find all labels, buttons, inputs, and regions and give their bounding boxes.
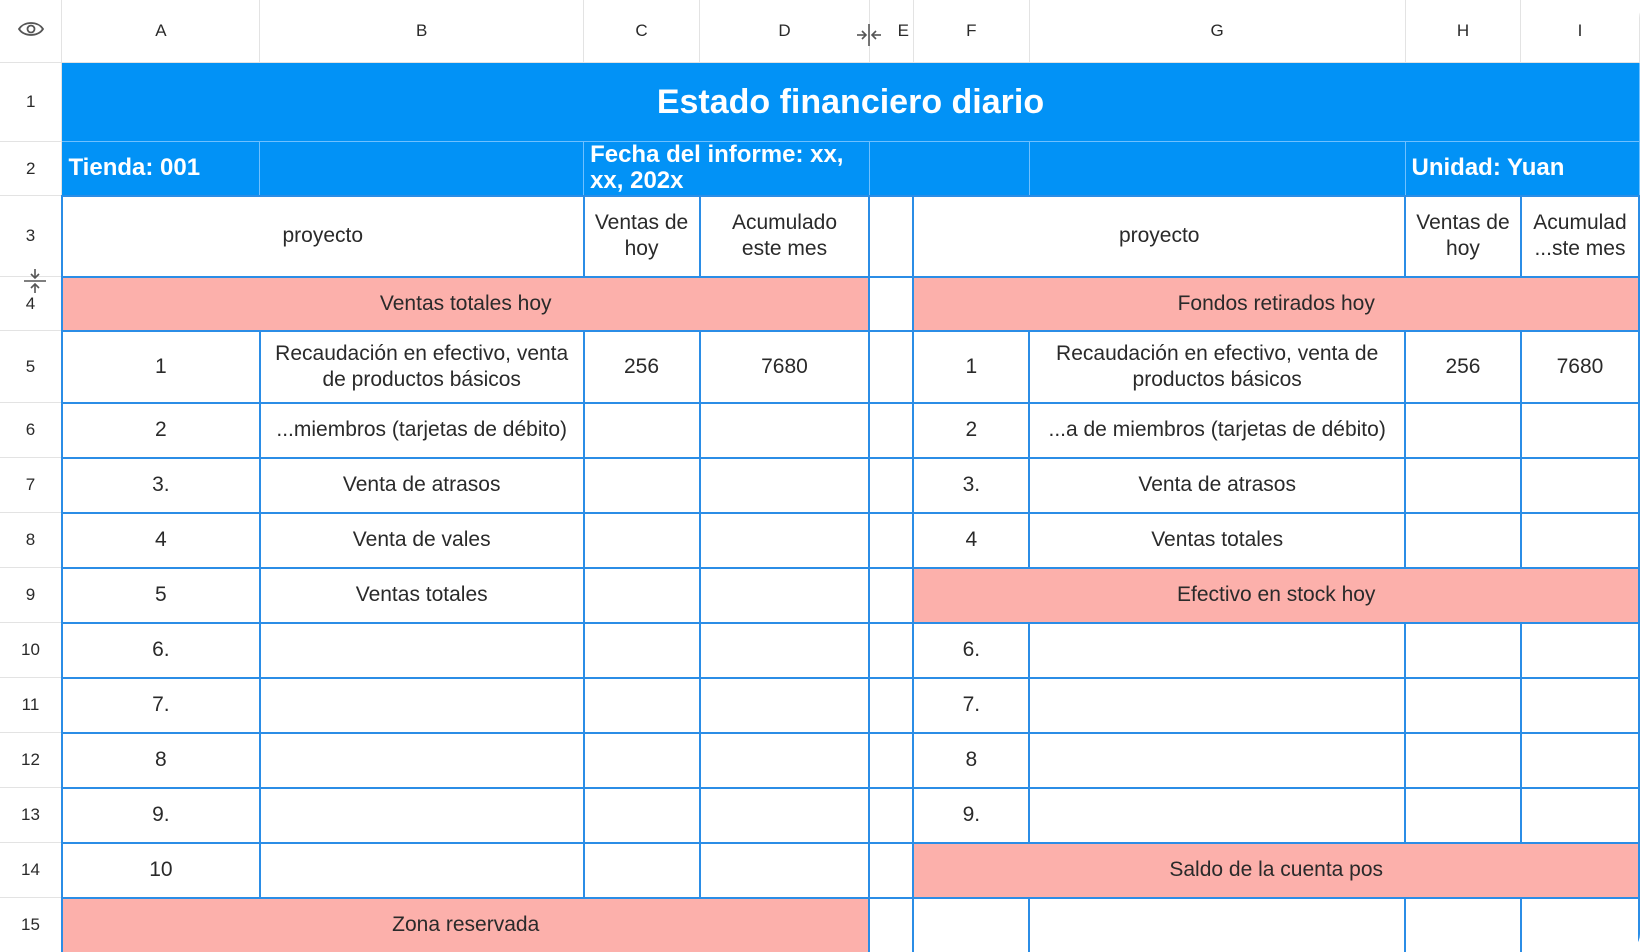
sheet-row [0,63,1639,142]
sheet-row [0,458,1639,513]
right-item-number[interactable]: 3. [913,458,1029,513]
left-item-sales[interactable] [584,623,700,678]
cell-e11[interactable] [869,678,913,733]
left-item-sales[interactable] [584,568,700,623]
sheet-row [0,513,1639,568]
left-item-accum[interactable] [700,403,870,458]
sales-header-right[interactable]: Ventas de hoy [1405,196,1521,277]
sheet-row [0,277,1639,331]
left-item-number[interactable]: 10 [62,843,260,898]
sheet-row [0,678,1639,733]
cell-e2[interactable] [869,142,1029,196]
left-item-sales[interactable] [584,458,700,513]
section-pos-balance[interactable]: Saldo de la cuenta pos [913,843,1639,898]
sheet-row [0,843,1639,898]
left-item-accum[interactable] [700,843,870,898]
cell-e14[interactable] [869,843,913,898]
left-item-number[interactable]: 7. [62,678,260,733]
right-item-sales[interactable] [1405,733,1521,788]
left-item-number[interactable]: 8 [62,733,260,788]
right-item-number[interactable]: 9. [913,788,1029,843]
sheet-title[interactable]: Estado financiero diario [62,63,1639,142]
cell-h15[interactable] [1405,898,1521,952]
accum-header-left[interactable]: Acumulado este mes [700,196,870,277]
left-item-name[interactable] [260,788,584,843]
left-item-accum[interactable] [700,733,870,788]
row-header-7[interactable]: 7 [0,458,62,513]
left-item-name[interactable] [260,678,584,733]
cell-f15[interactable] [913,898,1029,952]
right-item-accum[interactable] [1521,458,1639,513]
left-item-accum[interactable]: 7680 [700,331,870,403]
cell-e6[interactable] [869,403,913,458]
sheet-row [0,568,1639,623]
right-item-number[interactable]: 2 [913,403,1029,458]
report-date-cell[interactable]: Fecha del informe: xx, xx, 202x [584,142,870,196]
right-item-accum[interactable]: 7680 [1521,331,1639,403]
right-item-sales[interactable] [1405,458,1521,513]
cell-e15[interactable] [869,898,913,952]
right-item-sales[interactable] [1405,403,1521,458]
right-item-accum[interactable] [1521,733,1639,788]
left-item-number[interactable]: 6. [62,623,260,678]
right-item-number[interactable]: 7. [913,678,1029,733]
cell-e3[interactable] [869,196,913,277]
unit-cell[interactable]: Unidad: Yuan [1405,142,1639,196]
cell-i15[interactable] [1521,898,1639,952]
left-item-name[interactable] [260,733,584,788]
row-header-10[interactable]: 10 [0,623,62,678]
eye-icon[interactable] [18,20,44,38]
column-header-f[interactable]: F [913,0,1029,63]
project-header-left[interactable]: proyecto [62,196,584,277]
left-item-accum[interactable] [700,623,870,678]
store-cell[interactable]: Tienda: 001 [62,142,260,196]
section-cash-stock[interactable]: Efectivo en stock hoy [913,568,1639,623]
right-item-accum[interactable] [1521,678,1639,733]
left-item-sales[interactable] [584,678,700,733]
row-header-11[interactable]: 11 [0,678,62,733]
cell-e5[interactable] [869,331,913,403]
left-item-sales[interactable] [584,403,700,458]
row-header-15[interactable]: 15 [0,898,62,952]
sheet-row [0,898,1639,952]
sheet-row [0,331,1639,403]
cell-e4[interactable] [869,277,913,331]
right-item-sales[interactable] [1405,513,1521,568]
right-item-name[interactable] [1029,678,1405,733]
left-item-number[interactable]: 3. [62,458,260,513]
column-header-b[interactable]: B [260,0,584,63]
cell-b2[interactable] [260,142,584,196]
right-item-accum[interactable] [1521,623,1639,678]
sheet-row [0,788,1639,843]
row-header-3[interactable]: 3 [0,196,62,277]
left-item-number[interactable]: 1 [62,331,260,403]
left-item-name[interactable]: Ventas totales [260,568,584,623]
column-header-c[interactable]: C [584,0,700,63]
row-header-12[interactable]: 12 [0,733,62,788]
column-header-e[interactable]: E [869,0,913,63]
left-item-name[interactable]: ...miembros (tarjetas de débito) [260,403,584,458]
column-header-row [0,0,1639,63]
column-header-a[interactable]: A [62,0,260,63]
right-item-number[interactable]: 1 [913,331,1029,403]
sales-header-left[interactable]: Ventas de hoy [584,196,700,277]
cell-e13[interactable] [869,788,913,843]
left-item-sales[interactable] [584,733,700,788]
sheet-row [0,196,1639,277]
row-header-13[interactable]: 13 [0,788,62,843]
row-header-8[interactable]: 8 [0,513,62,568]
cell-e7[interactable] [869,458,913,513]
left-item-accum[interactable] [700,788,870,843]
right-item-name[interactable]: ...a de miembros (tarjetas de débito) [1029,403,1405,458]
right-item-name[interactable]: Ventas totales [1029,513,1405,568]
right-item-name[interactable] [1029,788,1405,843]
column-header-d[interactable]: D [700,0,870,63]
left-item-name[interactable] [260,623,584,678]
left-item-name[interactable]: Venta de vales [260,513,584,568]
right-item-name[interactable] [1029,733,1405,788]
right-item-number[interactable]: 6. [913,623,1029,678]
cell-e10[interactable] [869,623,913,678]
right-item-number[interactable]: 4 [913,513,1029,568]
sheet-row [0,142,1639,196]
sheet-row [0,623,1639,678]
row-header-2[interactable]: 2 [0,142,62,196]
cell-e12[interactable] [869,733,913,788]
column-header-i[interactable]: I [1521,0,1639,63]
corner-cell[interactable] [0,0,62,63]
right-item-number[interactable]: 8 [913,733,1029,788]
left-item-number[interactable]: 9. [62,788,260,843]
row-header-5[interactable]: 5 [0,331,62,403]
sheet-row [0,403,1639,458]
left-item-number[interactable]: 2 [62,403,260,458]
column-resize-icon[interactable] [856,22,882,48]
section-reserved[interactable]: Zona reservada [62,898,870,952]
left-item-name[interactable] [260,843,584,898]
section-total-sales[interactable]: Ventas totales hoy [62,277,870,331]
project-header-right[interactable]: proyecto [913,196,1405,277]
left-item-accum[interactable] [700,458,870,513]
left-item-name[interactable]: Venta de atrasos [260,458,584,513]
right-item-name[interactable]: Recaudación en efectivo, venta de productos básicos [1029,331,1405,403]
right-item-accum[interactable] [1521,788,1639,843]
cell-g15[interactable] [1029,898,1405,952]
cell-e8[interactable] [869,513,913,568]
left-item-number[interactable]: 4 [62,513,260,568]
accum-header-right[interactable]: Acumulad ...ste mes [1521,196,1639,277]
left-item-accum[interactable] [700,678,870,733]
row-resize-icon[interactable] [22,268,48,294]
left-item-sales[interactable]: 256 [584,331,700,403]
column-header-h[interactable]: H [1405,0,1521,63]
right-item-name[interactable] [1029,623,1405,678]
row-header-14[interactable]: 14 [0,843,62,898]
row-header-4[interactable]: 4 [0,277,62,331]
left-item-number[interactable]: 5 [62,568,260,623]
row-header-1[interactable]: 1 [0,63,62,142]
left-item-sales[interactable] [584,843,700,898]
right-item-sales[interactable] [1405,788,1521,843]
right-item-sales[interactable] [1405,678,1521,733]
row-header-9[interactable]: 9 [0,568,62,623]
right-item-sales[interactable] [1405,623,1521,678]
row-header-6[interactable]: 6 [0,403,62,458]
section-withdrawn[interactable]: Fondos retirados hoy [913,277,1639,331]
left-item-accum[interactable] [700,568,870,623]
left-item-accum[interactable] [700,513,870,568]
sheet-row [0,733,1639,788]
right-item-name[interactable]: Venta de atrasos [1029,458,1405,513]
left-item-name[interactable]: Recaudación en efectivo, venta de productos básicos [260,331,584,403]
right-item-accum[interactable] [1521,513,1639,568]
cell-e9[interactable] [869,568,913,623]
cell-g2[interactable] [1029,142,1405,196]
right-item-accum[interactable] [1521,403,1639,458]
column-header-g[interactable]: G [1029,0,1405,63]
left-item-sales[interactable] [584,788,700,843]
right-item-sales[interactable]: 256 [1405,331,1521,403]
left-item-sales[interactable] [584,513,700,568]
